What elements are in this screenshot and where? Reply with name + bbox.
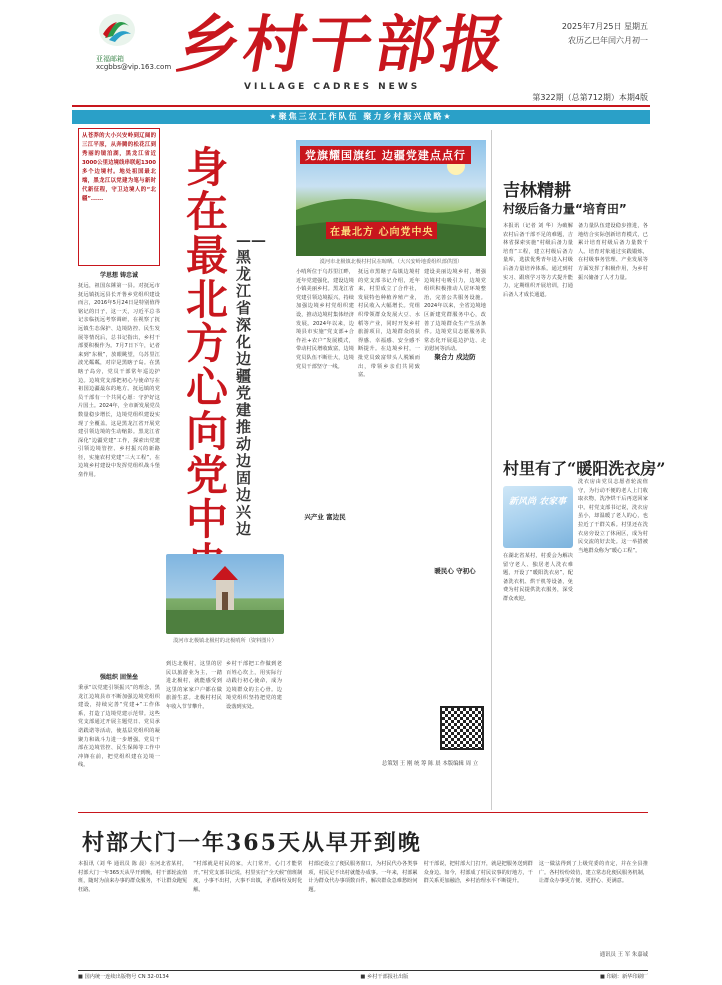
masthead-divider <box>72 105 650 107</box>
logo-email: xcgbbs@vip.163.com <box>96 63 172 71</box>
bottom-headline: 村部大门一年365天从早开到晚 <box>82 830 422 856</box>
lead-section-heading: 学思想 铸忠诚 <box>99 272 139 279</box>
lead-subheadline: ——黑龙江省深化边疆党建推动边固边兴边 <box>236 231 266 538</box>
feature-headline: 党旗耀国旗红 边疆党建点点行 <box>300 146 471 164</box>
lead-body-column: 秉承“以党建引领振兴”的理念，黑龙江边境县市不断加强边境党组织建设，持续完善“党建+”工作体系，打造了边境党建示范带。这些党支部通过开展主题党日、党员承诺践诺等活动，使基层党组织的凝聚力和战斗力进一步增强。党员干部在边境管控、民生保障等工作中冲锋在前，把党组织建在边境一线。 <box>78 685 160 769</box>
slogan-bar: ★聚焦三农工作队伍 聚力乡村振兴战略★ <box>72 110 650 124</box>
bottom-credits: 通讯员 王 军 朱嘉诚 <box>599 952 648 958</box>
right-bottom-tag: 新风尚 农家事 <box>509 497 567 507</box>
lead-body-column: 到达北极村，这里的居民以旅游业为主，一踏进北极村，就能感受到这里的家家户户都在做旅游生意。北极村村民年收入节节攀升。 <box>166 661 222 710</box>
lead-body-column: 抚远，祖国东陲第一县。对抚远市抚远镇抚远县长开鲁乡党组织建设而言，2016年5月24日是特别值得铭记的日子，这一天，习近平总书记亲临抚远考察调研，在视察了抚远镇生态保护、边境防控、民生发展等情况后，总书记指出，乡村干部要积极作为。7月7日下午，记者来到“东极”，放眼眺望，乌苏里江波光粼粼，对岸是黑瞎子岛。在黑瞎子岛旁，党员干部常年巡边护边。边境党支部把初心与使命写在祖国边疆最东的地方。抚远镇的党员干部有一个共同心愿：守护好这片国土。2024年，全市新发展党员数量稳步增长，边境党组织建设实现了全覆盖。这是黑龙江省开展党建引领边境的生动缩影。黑龙江省深化“边疆党建”工作，探索出党建引领边境管控、乡村振兴的新路径，实施农村党建“三大工程”，在边境乡村建设中发挥党组织战斗堡垒作用。 <box>78 283 160 479</box>
right-top-body-column: 备力量队伍建设稳步推进，各地结合实际创新培育模式，已累计培育村级后备力量数千人。培育对象通过实践锻炼，在村级事务管理、产业发展等方面发挥了积极作用，为乡村振兴储备了人才力量。 <box>578 223 648 281</box>
feature-sign: 在最北方 心向党中央 <box>326 222 437 239</box>
feature-photo-caption: 漠河市北极镇北极村村民在晾晒。（大兴安岭地委组织部供图） <box>319 259 463 265</box>
feature-subheading: 兴产业 富边民 <box>304 513 346 521</box>
right-top-body-column: 本报讯（记者 刘 华）为破解农村后备干部不足的难题，吉林省探索实施“村级后备力量培育”工程，建立村级后备力量库，选拔优秀青年进入村级后备力量培养体系。通过到村实习、跟班学习等方式提升能力，定期组织开展培训，打通后备人才成长通道。 <box>503 223 573 298</box>
right-bottom-body-column: 在湖北省某村，村委会为解决留守老人、独居老人洗衣难题，开设了“暖阳洗衣房”，配备洗衣机、烘干机等设备，免费为村民提供洗衣服务，深受群众欢迎。 <box>503 553 573 602</box>
masthead-date: 2025年7月25日 星期五 <box>561 22 648 31</box>
bottom-body-column: 村部还设立了便民服务窗口，为村民代办各类事项，村民足不出村就能办成事。一年来，村部累计为群众代办事项数百件，解决群众急难愁盼问题。 <box>308 861 418 893</box>
masthead-title: 乡村干部报 <box>171 8 515 81</box>
feature-subheading: 聚合力 戍边防 <box>434 353 476 361</box>
lead-intro: 从苍莽的大小兴安岭到辽阔的三江平原，从奔腾的松花江到秀丽的镜泊湖，黑龙江省近3000公里边境线串联起1300多个边境村。地处祖国最北端，黑龙江以党建为笔与新时代新征程，守卫边境人的“北疆”...... <box>78 128 160 266</box>
lead-photo <box>166 554 284 634</box>
right-bottom-body-column: 洗衣房由党员志愿者轮流值守，为行动不便的老人上门收取衣物，洗净烘干后再送回家中。村党支部书记说，洗衣房虽小，却温暖了老人的心，也拉近了干群关系。村里还在洗衣房旁设立了休闲区，成为村民交流的好去处。这一举措被当地群众称为“暖心工程”。 <box>578 479 648 554</box>
feature-body-column: 建设美丽边境乡村，增强边境村屯吸引力，边境党组织积极推动人居环境整治，完善公共服务设施。2024年以来，全省边境地区新建党群服务中心，改善了边境群众生产生活条件。边境党员志愿服务队常态化开展巡边护边、走访慰问等活动。 <box>424 269 486 353</box>
feature-body-column: 小哨所位于乌苏里江畔，近年党建强化，建设边境小镇美丽乡村。黑龙江省党建引领边境振兴，持续加强边境乡村党组织建设，推动边境村集体经济发展。2024年以来，边境县市实施“党支部+合作社+农户”发展模式，带动村民增收致富，边境党员队伍不断壮大，边境党员干部坚守一线。 <box>296 269 354 370</box>
lead-photo-caption: 漠河市北极镇北极村的北极哨所（资料图片） <box>173 638 277 644</box>
section-divider <box>78 812 648 813</box>
footer-center: ■ 乡村干部报社出版 <box>360 974 409 980</box>
right-top-subheadline: 村级后备力量“培育田” <box>503 202 627 216</box>
bottom-body <box>78 860 648 966</box>
bottom-body-column: 本报讯（刘 华 通讯员 陈 晨）在河北省某村，村部大门一年365天从早开到晚，村干部轮流值班，随时为前来办事的群众服务，不让群众跑冤枉路。 <box>78 861 188 893</box>
qr-code[interactable] <box>440 706 484 750</box>
right-bottom-headline: 村里有了“暖阳洗衣房” <box>503 459 666 478</box>
masthead-date-block <box>562 20 648 48</box>
lead-subheading: 强组织 固堡垒 <box>99 674 139 681</box>
feature-subheading: 暖民心 守初心 <box>434 567 476 575</box>
feature-credits: 总策划 王 刚 统 筹 陈 晨 本版编辑 周 立 <box>381 761 479 767</box>
lead-body-column: 乡村干部把工作做到老百姓心坎上，用实际行动践行初心使命，成为边境群众的主心骨。边境党组织坚持把党的建设落到实处。 <box>226 661 282 710</box>
logo-name: 亚福邮箱 <box>96 55 124 63</box>
right-top-headline: 吉林精耕 <box>503 181 571 201</box>
masthead-issue: 第322期（总第712期）本期4版 <box>532 93 648 102</box>
sentry-post-illustration <box>166 554 284 634</box>
footer-left: ■ 国内统一连续出版物号 CN 32-0134 <box>78 974 169 980</box>
feature-body-column: 抚远市黑瞎子岛镇边境村的党支部书记介绍，近年来，村里成立了合作社，发展特色种植养殖产业，村民收入大幅增长。党组织带领群众发展大豆、水稻等产业，同时开发乡村旅游项目，边境群众的获得感、幸福感、安全感不断提升。在边境乡村，一批党员致富带头人脱颖而出，带领乡亲们共同致富。 <box>358 269 420 379</box>
bottom-body-column: 村干部说，把村部大门打开，就是把服务送到群众身边。如今，村部成了村民议事的好地方，干群关系更加融洽，乡村治理水平不断提升。 <box>423 861 533 885</box>
masthead-lunar-date: 农历乙巳年闰六月初一 <box>568 36 648 45</box>
footer <box>78 973 648 980</box>
footer-divider <box>78 970 648 971</box>
newspaper-logo-icon <box>95 8 139 52</box>
lead-headline: 身在最北方 心向党中 <box>186 143 229 544</box>
column-divider <box>491 130 492 810</box>
bottom-body-column: 这一做法得到了上级党委的肯定，并在全县推广。各村纷纷效仿，建立常态化便民服务机制，让群众办事更方便、更舒心、更满意。 <box>538 861 649 885</box>
footer-right: ■ 印刷：新华印刷厂 <box>599 974 648 980</box>
masthead-subtitle: VILLAGE CADRES NEWS <box>244 82 421 92</box>
bottom-body-column: “村部就是村民的家，大门常开，心门才能常开。”村党支部书记说，村里实行“全天候”值班制度，小事不出村，大事不出镇，矛盾纠纷及时化解。 <box>193 861 303 893</box>
